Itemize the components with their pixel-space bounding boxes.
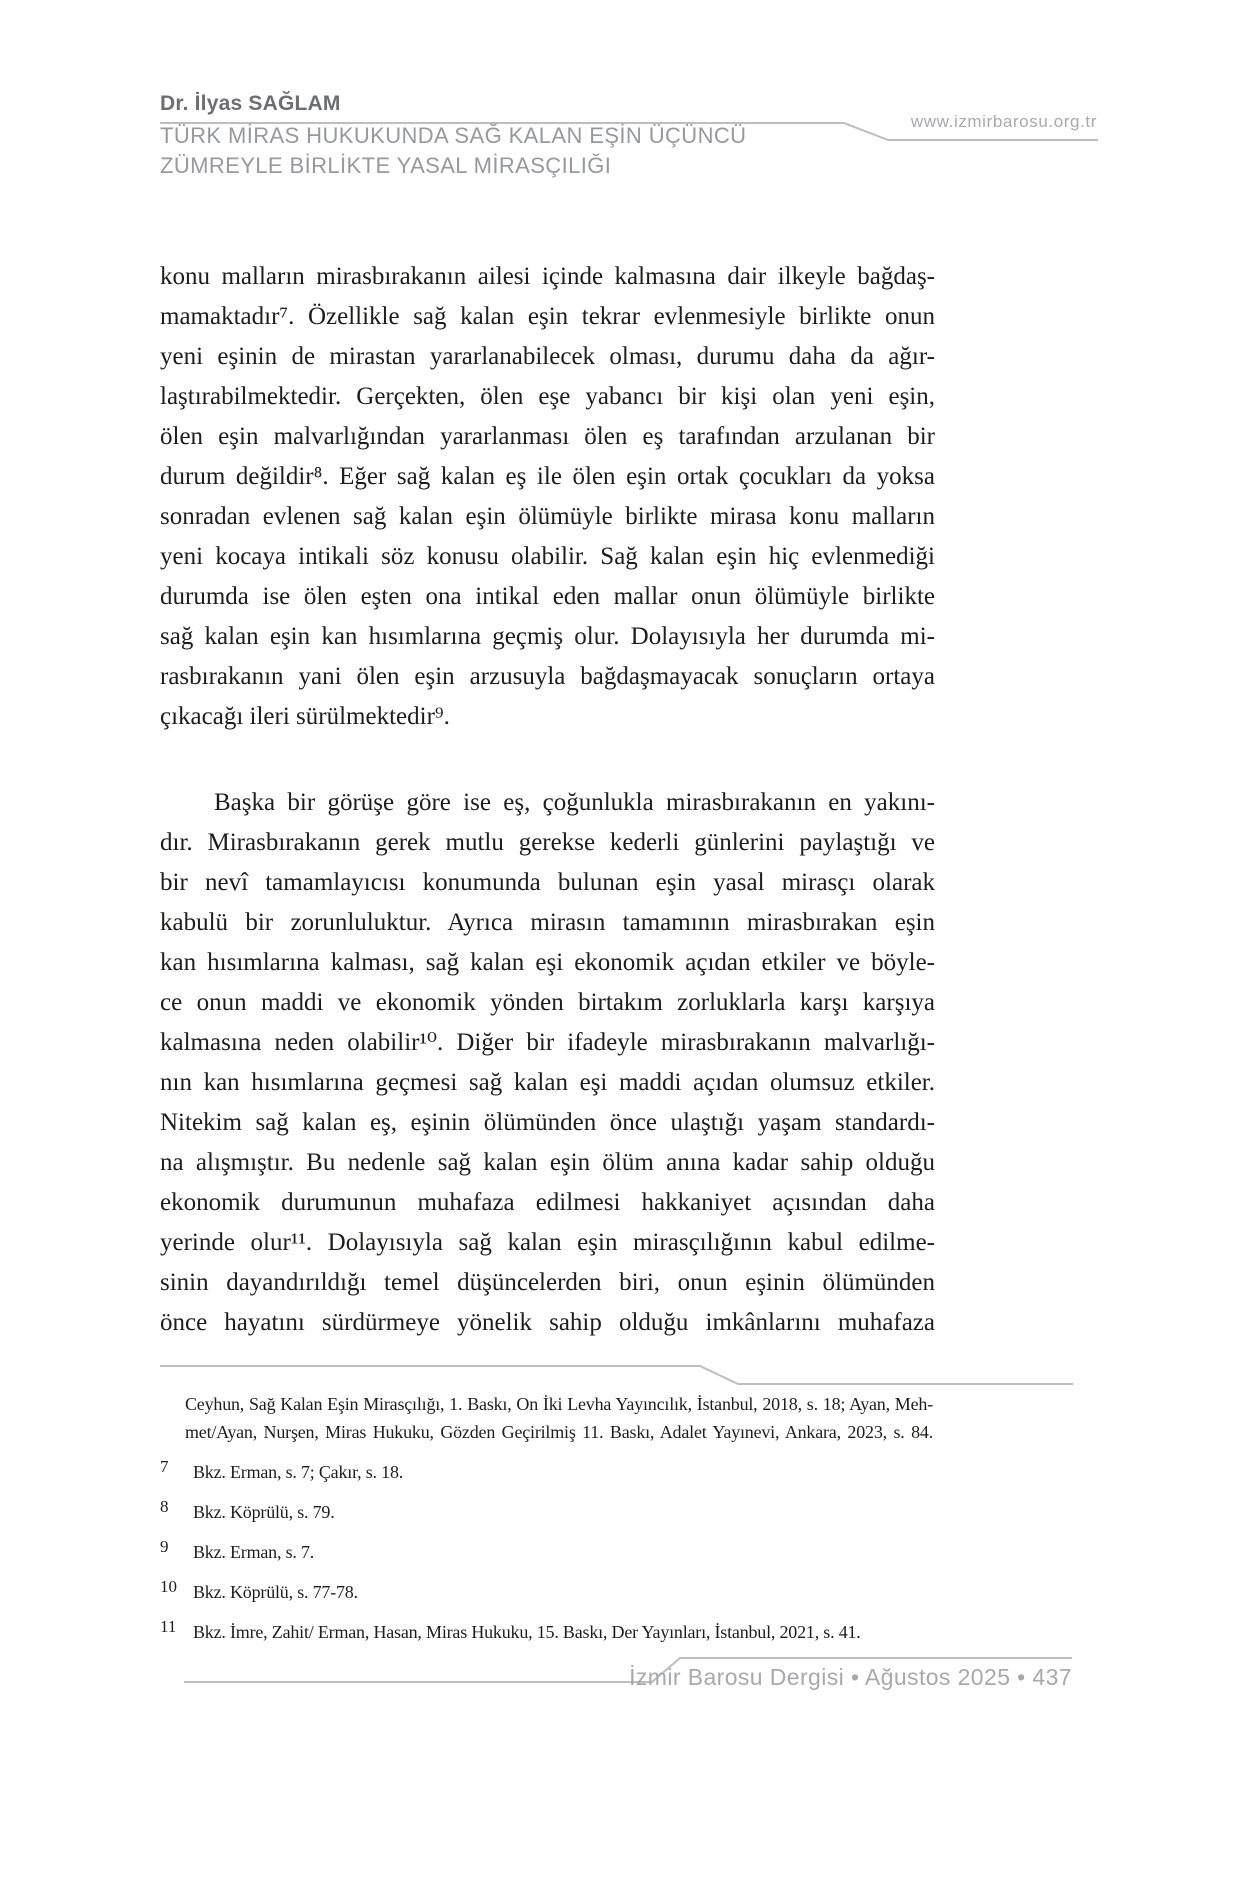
body-text-line: kan hısımlarına kalması, sağ kalan eşi ekonomik açıdan etkiler ve böyle- — [160, 949, 935, 976]
body-text-line: durumda ise ölen eşten ona intikal eden mallar onun ölümüyle birlikte — [160, 583, 935, 610]
body-text-line: sonradan evlenen sağ kalan eşin ölümüyle birlikte mirasa konu malların — [160, 503, 935, 530]
website-url: www.izmirbarosu.org.tr — [910, 112, 1097, 131]
body-text-line: Nitekim sağ kalan eş, eşinin ölümünden önce ulaştığı yaşam standardı- — [160, 1109, 935, 1136]
body-text-line: çıkacağı ileri sürülmektedir⁹. — [160, 703, 450, 730]
body-text-line: bir nevî tamamlayıcısı konumunda bulunan eşin yasal mirasçı olarak — [160, 869, 935, 896]
body-text-line: rasbırakanın yani ölen eşin arzusuyla bağdaşmayacak sonuçların ortaya — [160, 663, 935, 690]
journal-footer: İzmir Barosu Dergisi • Ağustos 2025 • 437 — [629, 1664, 1072, 1690]
body-text-line: ölen eşin malvarlığından yararlanması ölen eş tarafından arzulanan bir — [160, 423, 935, 450]
paragraph-2 — [160, 783, 935, 1343]
body-text-line: sağ kalan eşin kan hısımlarına geçmiş olur. Dolayısıyla her durumda mi- — [160, 623, 935, 650]
body-text-line: mamaktadır⁷. Özellikle sağ kalan eşin tekrar evlenmesiyle birlikte onun — [160, 303, 935, 330]
body-text-line: Başka bir görüşe göre ise eş, çoğunlukla mirasbırakanın en yakını- — [214, 789, 935, 816]
body-text-line: ekonomik durumunun muhafaza edilmesi hakkaniyet açısından daha — [160, 1189, 935, 1216]
body-text-line: kabulü bir zorunluluktur. Ayrıca mirasın tamamının mirasbırakan eşin — [160, 909, 935, 936]
footnote-number: 10 — [160, 1577, 177, 1596]
footnote-item — [160, 1618, 935, 1646]
footnote-item — [160, 1578, 935, 1606]
footnote-text-line: Ceyhun, Sağ Kalan Eşin Mirasçılığı, 1. Baskı, On İki Levha Yayıncılık, İstanbul, 2018, s. 18; Ayan, Meh- — [185, 1394, 933, 1414]
body-text-line: yerinde olur¹¹. Dolayısıyla sağ kalan eşin mirasçılığının kabul edilme- — [160, 1229, 935, 1256]
body-text-line: kalmasına neden olabilir¹⁰. Diğer bir ifadeyle mirasbırakanın malvarlığı- — [160, 1029, 935, 1056]
footnote-text-line: met/Ayan, Nurşen, Miras Hukuku, Gözden Geçirilmiş 11. Baskı, Adalet Yayınevi, Ankara, 2023, s. 84. — [185, 1422, 933, 1442]
footnote-item — [160, 1538, 935, 1566]
footnote-continuation — [185, 1390, 933, 1446]
footnote-list — [160, 1458, 935, 1646]
footnote-text: Bkz. Köprülü, s. 77-78. — [193, 1582, 358, 1602]
body-text-line: laştırabilmektedir. Gerçekten, ölen eşe yabancı bir kişi olan yeni eşin, — [160, 383, 935, 410]
footnote-number: 8 — [160, 1497, 169, 1516]
footnote-text: Bkz. Erman, s. 7. — [193, 1542, 315, 1562]
footnote-number: 7 — [160, 1457, 169, 1476]
author-name: Dr. İlyas SAĞLAM — [160, 92, 341, 115]
footnote-separator-line — [160, 1358, 1075, 1388]
article-title — [160, 121, 746, 181]
body-text-line: durum değildir⁸. Eğer sağ kalan eş ile ölen eşin ortak çocukları da yoksa — [160, 463, 935, 490]
body-text-line: önce hayatını sürdürmeye yönelik sahip olduğu imkânlarını muhafaza — [160, 1309, 935, 1336]
body-text-line: yeni eşinin de mirastan yararlanabilecek olması, durumu daha da ağır- — [160, 343, 935, 370]
footnote-number: 9 — [160, 1537, 169, 1556]
body-text-line: ce onun maddi ve ekonomik yönden birtakım zorluklarla karşı karşıya — [160, 989, 935, 1016]
body-text-line: yeni kocaya intikali söz konusu olabilir. Sağ kalan eşin hiç evlenmediği — [160, 543, 935, 570]
article-body — [160, 257, 935, 1343]
footnote-item — [160, 1498, 935, 1526]
footnote-text: Bkz. Köprülü, s. 79. — [193, 1502, 335, 1522]
footnote-number: 11 — [160, 1617, 177, 1636]
body-text-line: nın kan hısımlarına geçmesi sağ kalan eşi maddi açıdan olumsuz etkiler. — [160, 1069, 935, 1096]
body-text-line: na alışmıştır. Bu nedenle sağ kalan eşin ölüm anına kadar sahip olduğu — [160, 1149, 935, 1176]
paragraph-1 — [160, 257, 935, 737]
body-text-line: dır. Mirasbırakanın gerek mutlu gerekse kederli günlerini paylaştığı ve — [160, 829, 935, 856]
footnote-text: Bkz. İmre, Zahit/ Erman, Hasan, Miras Hukuku, 15. Baskı, Der Yayınları, İstanbul, 2021, s. 41. — [193, 1622, 861, 1642]
article-title-line2: ZÜMREYLE BİRLİKTE YASAL MİRASÇILIĞI — [160, 153, 612, 178]
body-text-line: konu malların mirasbırakanın ailesi içinde kalmasına dair ilkeyle bağdaş- — [160, 263, 935, 290]
footnote-item — [160, 1458, 935, 1486]
body-text-line: sinin dayandırıldığı temel düşüncelerden biri, onun eşinin ölümünden — [160, 1269, 935, 1296]
footnotes-section — [160, 1390, 935, 1646]
article-title-line1: TÜRK MİRAS HUKUKUNDA SAĞ KALAN EŞİN ÜÇÜNCÜ — [160, 123, 747, 148]
footnote-text: Bkz. Erman, s. 7; Çakır, s. 18. — [193, 1462, 404, 1482]
